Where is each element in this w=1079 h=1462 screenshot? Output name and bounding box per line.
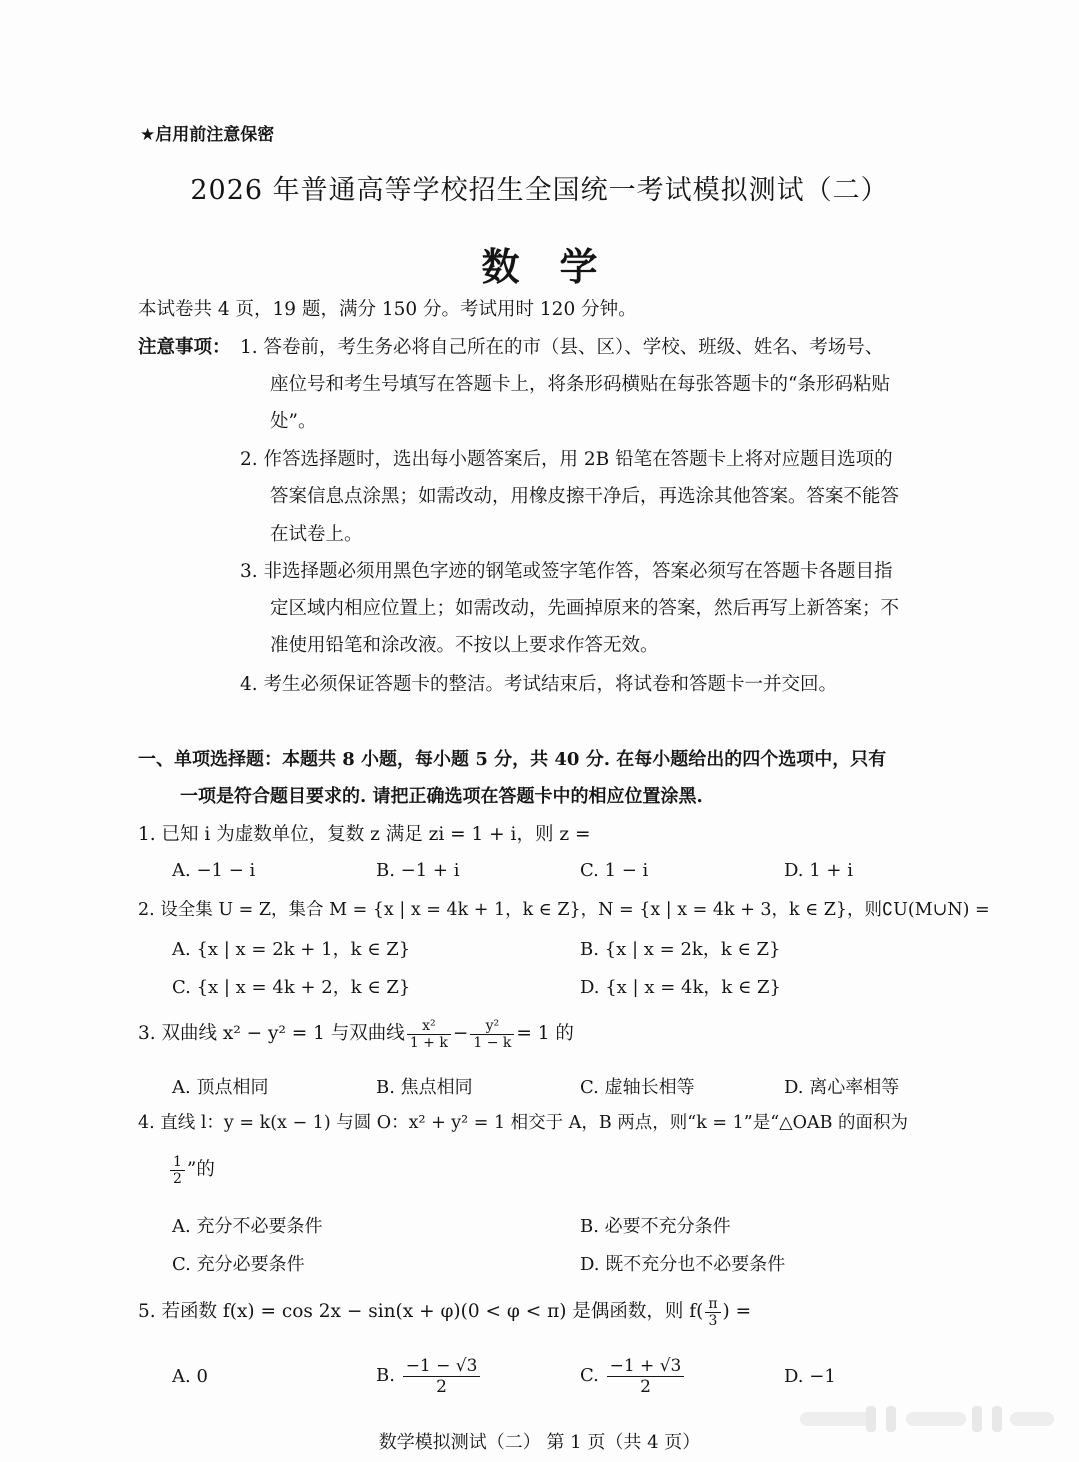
- q5-option-b-den: 2: [436, 1376, 447, 1397]
- note-line: 准使用铅笔和涂改液。不按以上要求作答无效。: [270, 635, 659, 656]
- q1-option-d: D. 1 + i: [784, 860, 853, 881]
- q3-stem-b: = 1 的: [516, 1023, 574, 1044]
- note-line: 处”。: [270, 411, 317, 432]
- q5-option-d: D. −1: [784, 1366, 836, 1387]
- q4-option-d: D. 既不充分也不必要条件: [580, 1254, 786, 1275]
- q5-option-c-fraction: [607, 1356, 685, 1397]
- q3-stem-a: 3. 双曲线 x² − y² = 1 与双曲线: [138, 1023, 405, 1044]
- q5-option-b-fraction: [403, 1356, 481, 1397]
- q5-fraction-num: π: [705, 1296, 720, 1313]
- note-line: 在试卷上。: [270, 524, 363, 545]
- q3-option-c: C. 虚轴长相等: [580, 1077, 695, 1098]
- q5-fraction-pi: [705, 1296, 720, 1329]
- exam-title: 2026 年普通高等学校招生全国统一考试模拟测试（二）: [190, 175, 889, 206]
- q5-option-c-den: 2: [640, 1376, 651, 1397]
- question-2: 2. 设全集 U = Z，集合 M = {x | x = 4k + 1，k ∈ Z}，N = {x | x = 4k + 3，k ∈ Z}，则∁U(M∪N) =: [138, 900, 990, 920]
- q3-option-d: D. 离心率相等: [784, 1077, 900, 1098]
- notes-label: 注意事项：: [138, 337, 231, 358]
- note-line: 4. 考生必须保证答题卡的整洁。考试结束后，将试卷和答题卡一并交回。: [240, 674, 838, 695]
- question-5: [138, 1290, 751, 1334]
- note-line: 答案信息点涂黑；如需改动，用橡皮擦干净后，再选涂其他答案。答案不能答: [270, 486, 900, 507]
- note-line: 1. 答卷前，考生务必将自己所在的市（县、区）、学校、班级、姓名、考场号、: [240, 337, 884, 358]
- question-1: 1. 已知 i 为虚数单位，复数 z 满足 zi = 1 + i，则 z =: [138, 824, 591, 845]
- q5-option-b: [376, 1354, 482, 1398]
- subject-title: 数学: [481, 244, 638, 289]
- section-heading: 一、单项选择题：本题共 8 小题，每小题 5 分，共 40 分. 在每小题给出的四个选项中，只有: [138, 749, 887, 770]
- q1-option-a: A. −1 − i: [172, 860, 256, 881]
- q5-option-c: [580, 1354, 686, 1398]
- q4-fraction-num: 1: [170, 1154, 185, 1171]
- note-line: 定区域内相应位置上；如需改动，先画掉原来的答案，然后再写上新答案；不: [270, 598, 900, 619]
- q4-fraction-den: 2: [173, 1170, 182, 1187]
- q4-option-b: B. 必要不充分条件: [580, 1216, 731, 1237]
- q5-option-c-label: C.: [580, 1365, 599, 1386]
- q1-option-b: B. −1 + i: [376, 860, 460, 881]
- q3-fraction-1: [407, 1018, 451, 1051]
- q4-fraction-half: [170, 1154, 185, 1187]
- q3-fraction-2: [470, 1018, 514, 1051]
- q5-fraction-den: 3: [708, 1312, 718, 1329]
- q2-option-c: C. {x | x = 4k + 2，k ∈ Z}: [172, 977, 411, 998]
- q3-fraction-1-num: x²: [407, 1018, 451, 1035]
- note-line: 3. 非选择题必须用黑色字迹的钢笔或签字笔作答，答案必须写在答题卡各题目指: [240, 561, 893, 582]
- q2-option-b: B. {x | x = 2k，k ∈ Z}: [580, 939, 781, 960]
- question-4: 4. 直线 l：y = k(x − 1) 与圆 O：x² + y² = 1 相交于 A，B 两点，则“k = 1”是“△OAB 的面积为: [138, 1113, 909, 1133]
- q3-option-a: A. 顶点相同: [172, 1077, 269, 1098]
- q4-option-a: A. 充分不必要条件: [172, 1216, 323, 1237]
- q5-option-c-num: −1 + √3: [607, 1356, 685, 1377]
- q5-stem-a: 5. 若函数 f(x) = cos 2x − sin(x + φ)(0 < φ < π) 是偶函数，则 f(: [138, 1301, 704, 1322]
- q4-stem-end: ”的: [186, 1159, 215, 1180]
- q3-fraction-2-den: 1 − k: [473, 1034, 512, 1051]
- q5-option-a: A. 0: [172, 1366, 208, 1387]
- page-footer: 数学模拟测试（二） 第 1 页（共 4 页）: [378, 1432, 701, 1453]
- confidential-notice: ★启用前注意保密: [140, 125, 275, 145]
- q3-option-b: B. 焦点相同: [376, 1077, 473, 1098]
- q4-option-c: C. 充分必要条件: [172, 1254, 305, 1275]
- question-4-cont: [168, 1148, 215, 1192]
- q3-fraction-1-den: 1 + k: [409, 1034, 448, 1051]
- exam-info: 本试卷共 4 页，19 题，满分 150 分。考试用时 120 分钟。: [138, 299, 637, 320]
- q5-option-b-num: −1 − √3: [403, 1356, 481, 1377]
- q5-option-b-label: B.: [376, 1365, 395, 1386]
- q3-fraction-2-num: y²: [470, 1018, 514, 1035]
- note-line: 2. 作答选择题时，选出每小题答案后，用 2B 铅笔在答题卡上将对应题目选项的: [240, 449, 893, 470]
- q3-minus: −: [452, 1023, 469, 1044]
- section-heading-cont: 一项是符合题目要求的. 请把正确选项在答题卡中的相应位置涂黑.: [180, 786, 703, 807]
- q5-stem-b: ) =: [722, 1301, 752, 1322]
- q2-option-a: A. {x | x = 2k + 1，k ∈ Z}: [172, 939, 411, 960]
- q2-option-d: D. {x | x = 4k，k ∈ Z}: [580, 977, 782, 998]
- question-3: [138, 1012, 574, 1056]
- q1-option-c: C. 1 − i: [580, 860, 649, 881]
- note-line: 座位号和考生号填写在答题卡上，将条形码横贴在每张答题卡的“条形码粘贴: [270, 374, 890, 395]
